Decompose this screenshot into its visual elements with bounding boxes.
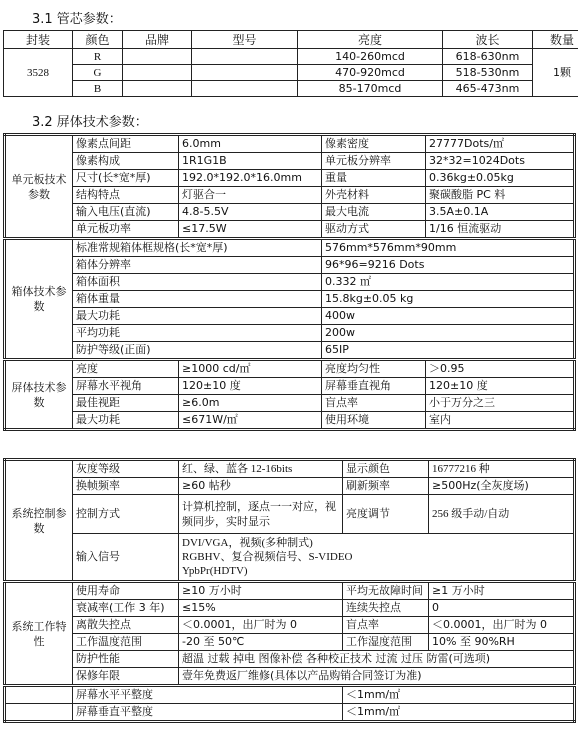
work-row	[5, 617, 575, 634]
spec-value: 65IP	[322, 342, 575, 360]
spec-row	[5, 187, 575, 204]
spec-value: 1R1G1B	[179, 153, 322, 170]
spec-value: ＜1mm/㎡	[343, 704, 575, 722]
spec-label: 显示颜色	[343, 460, 429, 478]
spec-value: 小于万分之三	[426, 395, 575, 412]
spec-label: 屏幕垂直视角	[322, 378, 426, 395]
spec-value: 灯驱合一	[179, 187, 322, 204]
control-row	[5, 460, 575, 478]
spec-value: 400w	[322, 308, 575, 325]
spec-value: 0	[429, 600, 575, 617]
color-value: R	[73, 49, 123, 65]
chip-row-blue	[4, 81, 578, 97]
spec-row	[5, 291, 575, 308]
input-line: YpbPr(HDTV)	[182, 565, 248, 577]
spec-label: 驱动方式	[322, 221, 426, 239]
control-row	[5, 478, 575, 495]
control-row	[5, 534, 575, 582]
spec-value: ＜1mm/㎡	[343, 686, 575, 704]
spec-value: ＞0.95	[426, 360, 575, 378]
spec-value: ≥500Hz(全灰度场)	[429, 478, 575, 495]
spec-label: 尺寸(长*宽*厚)	[73, 170, 179, 187]
spec-label: 像素点间距	[73, 135, 179, 153]
spec-label: 使用寿命	[73, 582, 179, 600]
spec-value: ≥6.0m	[179, 395, 322, 412]
spec-label: 工作湿度范围	[343, 634, 429, 651]
spec-label: 单元板功率	[73, 221, 179, 239]
spec-label: 控制方式	[73, 495, 179, 534]
spec-label: 屏幕垂直平整度	[73, 704, 343, 722]
color-value: G	[73, 65, 123, 81]
spec-value: 0.36kg±0.05kg	[426, 170, 575, 187]
spec-label: 屏幕水平视角	[73, 378, 179, 395]
spec-value: 16777216 种	[429, 460, 575, 478]
spec-label: 离散失控点	[73, 617, 179, 634]
chip-parameters-table	[3, 30, 578, 97]
spec-value: 超温 过载 掉电 图像补偿 各种校正技术 过流 过压 防雷(可选项)	[179, 651, 575, 668]
spec-label: 平均无故障时间	[343, 582, 429, 600]
spec-value: 120±10 度	[426, 378, 575, 395]
spec-label: 防护性能	[73, 651, 179, 668]
spec-value: 120±10 度	[179, 378, 322, 395]
spec-label: 外壳材料	[322, 187, 426, 204]
chip-table-header-row	[4, 31, 578, 49]
spec-value: -20 至 50℃	[179, 634, 343, 651]
spec-label: 刷新频率	[343, 478, 429, 495]
work-row	[5, 668, 575, 686]
spec-label: 灰度等级	[73, 460, 179, 478]
header-wavelength: 波长	[443, 31, 533, 49]
flatness-row	[5, 704, 575, 722]
spec-row	[5, 170, 575, 187]
spec-row	[5, 204, 575, 221]
model-value	[192, 81, 298, 97]
spec-value: 27777Dots/㎡	[426, 135, 575, 153]
spec-row	[5, 360, 575, 378]
spec-row	[5, 395, 575, 412]
spec-value: 1/16 恒流驱动	[426, 221, 575, 239]
spec-label: 箱体面积	[73, 274, 322, 291]
header-brand: 品牌	[123, 31, 192, 49]
spec-label: 亮度	[73, 360, 179, 378]
spec-value: 32*32=1024Dots	[426, 153, 575, 170]
system-parameters-table	[3, 458, 576, 723]
spec-value: ≥10 万小时	[179, 582, 343, 600]
spec-value: ≥1 万小时	[429, 582, 575, 600]
spec-row	[5, 257, 575, 274]
spec-label: 屏幕水平平整度	[73, 686, 343, 704]
spec-row	[5, 378, 575, 395]
unit-board-group-label: 单元板技术参数	[5, 135, 73, 239]
wavelength-value: 465-473nm	[443, 81, 533, 97]
work-row	[5, 634, 575, 651]
model-value	[192, 49, 298, 65]
empty-cell	[5, 686, 73, 704]
chip-row-green	[4, 65, 578, 81]
spec-value: ≤17.5W	[179, 221, 322, 239]
spec-value: ＜0.0001，出厂时为 0	[429, 617, 575, 634]
spec-value: 计算机控制，逐点一一对应，视频同步，实时显示	[179, 495, 343, 534]
cabinet-group-label: 箱体技术参数	[5, 239, 73, 360]
model-value	[192, 65, 298, 81]
spec-value: ≤671W/㎡	[179, 412, 322, 430]
system-control-group-label: 系统控制参数	[5, 460, 73, 582]
chip-section-heading: 3.1 管芯参数：	[32, 12, 122, 27]
spec-row	[5, 135, 575, 153]
spec-label: 盲点率	[322, 395, 426, 412]
input-line: RGBHV、复合视频信号、S-VIDEO	[182, 551, 353, 563]
header-model: 型号	[192, 31, 298, 49]
input-signal-value	[179, 534, 575, 582]
spec-label: 像素密度	[322, 135, 426, 153]
spec-value: 室内	[426, 412, 575, 430]
screen-group-label: 屏体技术参数	[5, 360, 73, 430]
work-row	[5, 600, 575, 617]
work-row	[5, 651, 575, 668]
color-value: B	[73, 81, 123, 97]
spec-value: 576mm*576mm*90mm	[322, 239, 575, 257]
spec-label: 最大功耗	[73, 308, 322, 325]
spec-value: ≥1000 cd/㎡	[179, 360, 322, 378]
spec-label: 输入电压(直流)	[73, 204, 179, 221]
spec-label: 最大电流	[322, 204, 426, 221]
header-package: 封装	[4, 31, 73, 49]
spec-row	[5, 308, 575, 325]
spec-row	[5, 153, 575, 170]
brand-value	[123, 49, 192, 65]
spec-label: 标准常规箱体框规格(长*宽*厚)	[73, 239, 322, 257]
spec-value: 10% 至 90%RH	[429, 634, 575, 651]
spec-label: 平均功耗	[73, 325, 322, 342]
spec-value: 256 级手动/自动	[429, 495, 575, 534]
spec-value: 聚碳酸脂 PC 料	[426, 187, 575, 204]
brightness-value: 140-260mcd	[298, 49, 443, 65]
spec-value: 200w	[322, 325, 575, 342]
spec-label: 工作温度范围	[73, 634, 179, 651]
spec-row	[5, 412, 575, 430]
spec-label: 衰减率(工作 3 年)	[73, 600, 179, 617]
spec-label: 结构特点	[73, 187, 179, 204]
wavelength-value: 518-530nm	[443, 65, 533, 81]
input-line: DVI/VGA，视频(多种制式)	[182, 537, 313, 549]
spec-label: 亮度均匀性	[322, 360, 426, 378]
spec-value: 6.0mm	[179, 135, 322, 153]
spec-value: 壹年免费返厂维修(具体以产品购销合同签订为准)	[179, 668, 575, 686]
flatness-row	[5, 686, 575, 704]
spec-value: 红、绿、蓝各 12-16bits	[179, 460, 343, 478]
chip-row-red	[4, 49, 578, 65]
spec-label: 输入信号	[73, 534, 179, 582]
spec-label: 亮度调节	[343, 495, 429, 534]
brightness-value: 470-920mcd	[298, 65, 443, 81]
system-work-group-label: 系统工作特性	[5, 582, 73, 686]
spec-label: 单元板分辨率	[322, 153, 426, 170]
spec-row	[5, 342, 575, 360]
spec-label: 防护等级(正面)	[73, 342, 322, 360]
work-row	[5, 582, 575, 600]
brand-value	[123, 81, 192, 97]
spec-label: 最佳视距	[73, 395, 179, 412]
brightness-value: 85-170mcd	[298, 81, 443, 97]
spec-label: 像素构成	[73, 153, 179, 170]
spec-row	[5, 325, 575, 342]
spec-label: 箱体分辨率	[73, 257, 322, 274]
spec-label: 最大功耗	[73, 412, 179, 430]
spec-label: 使用环境	[322, 412, 426, 430]
brand-value	[123, 65, 192, 81]
spec-label: 保修年限	[73, 668, 179, 686]
spec-value: 192.0*192.0*16.0mm	[179, 170, 322, 187]
header-brightness: 亮度	[298, 31, 443, 49]
wavelength-value: 618-630nm	[443, 49, 533, 65]
spec-value: ≥60 帖秒	[179, 478, 343, 495]
spec-row	[5, 274, 575, 291]
spec-value: 0.332 ㎡	[322, 274, 575, 291]
spec-label: 箱体重量	[73, 291, 322, 308]
quantity-value: 1颗	[533, 49, 578, 97]
spec-value: ＜0.0001，出厂时为 0	[179, 617, 343, 634]
empty-cell	[5, 704, 73, 722]
package-value: 3528	[4, 49, 73, 97]
control-row	[5, 495, 575, 534]
header-color: 颜色	[73, 31, 123, 49]
spec-label: 重量	[322, 170, 426, 187]
spec-label: 连续失控点	[343, 600, 429, 617]
spec-value: 96*96=9216 Dots	[322, 257, 575, 274]
spec-label: 盲点率	[343, 617, 429, 634]
spec-row	[5, 239, 575, 257]
spec-label: 换帧频率	[73, 478, 179, 495]
spec-value: 3.5A±0.1A	[426, 204, 575, 221]
spec-value: 15.8kg±0.05 kg	[322, 291, 575, 308]
screen-section-heading: 3.2 屏体技术参数：	[32, 115, 148, 130]
spec-value: 4.8-5.5V	[179, 204, 322, 221]
spec-row	[5, 221, 575, 239]
screen-spec-table	[3, 133, 576, 431]
header-quantity: 数量	[533, 31, 578, 49]
spec-value: ≤15%	[179, 600, 343, 617]
